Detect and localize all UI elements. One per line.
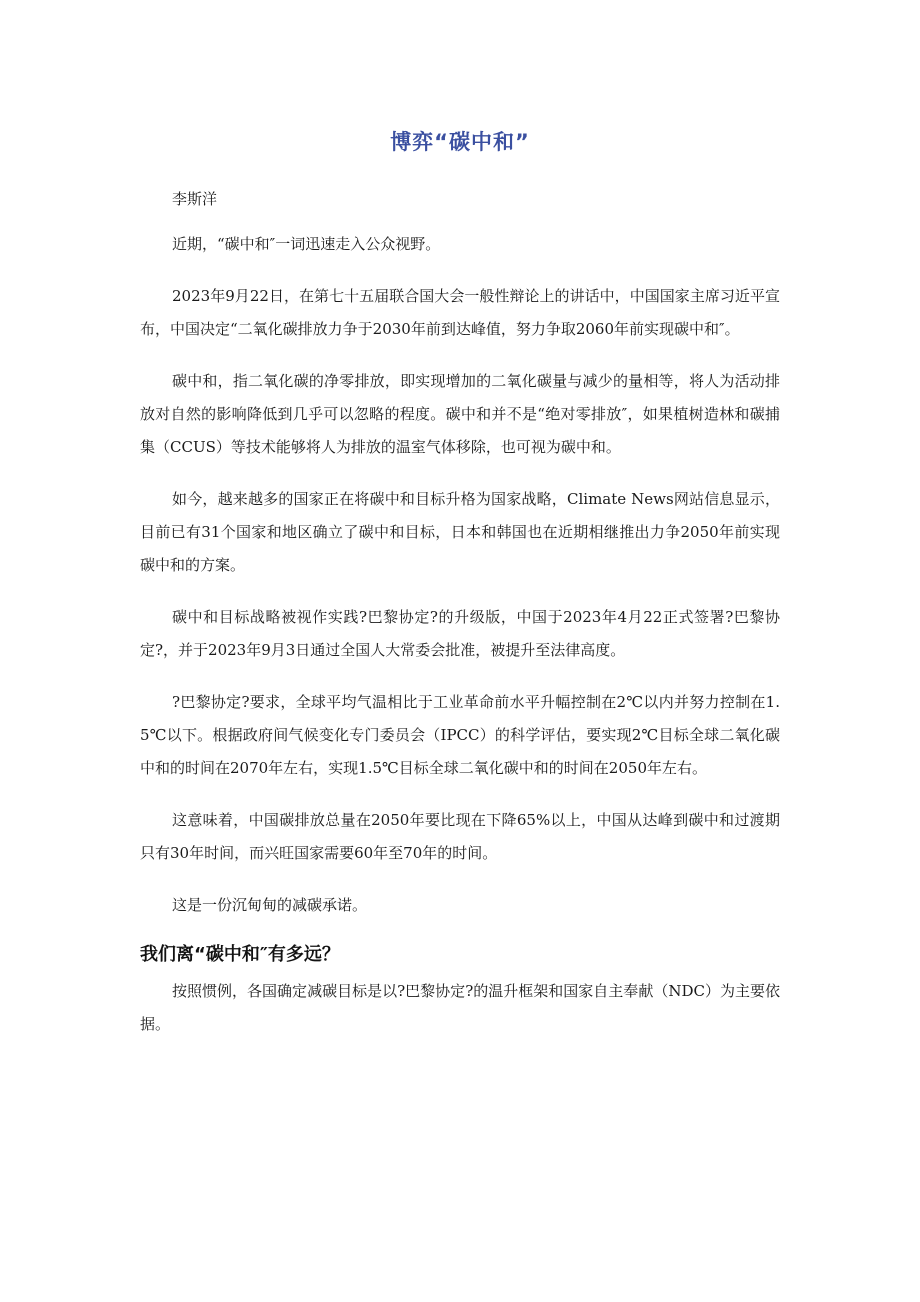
paragraph-4: 如今，越来越多的国家正在将碳中和目标升格为国家战略，Climate News网站信息显示，目前已有31个国家和地区确立了碳中和目标，日本和韩国也在近期相继推出力争2050年前实现碳中和的方案。 xyxy=(140,490,780,574)
paragraph-8: 这是一份沉甸甸的减碳承诺。 xyxy=(172,896,368,914)
document-title: 博弈“碳中和” xyxy=(390,130,530,154)
paragraph-7: 这意味着，中国碳排放总量在2050年要比现在下降65%以上，中国从达峰到碳中和过渡期只有30年时间，而兴旺国家需要60年至70年的时间。 xyxy=(140,811,780,862)
paragraph-5: 碳中和目标战略被视作实践?巴黎协定?的升级版，中国于2023年4月22正式签署?巴黎协定?，并于2023年9月3日通过全国人大常委会批准，被提升至法律高度。 xyxy=(140,608,780,659)
author-name: 李斯洋 xyxy=(172,190,218,208)
paragraph-2: 2023年9月22日，在第七十五届联合国大会一般性辩论上的讲话中，中国国家主席习近平宣布，中国决定“二氧化碳排放力争于2030年前到达峰值，努力争取2060年前实现碳中和″。 xyxy=(140,287,780,338)
paragraph-3: 碳中和，指二氧化碳的净零排放，即实现增加的二氧化碳量与减少的量相等，将人为活动排放对自然的影响降低到几乎可以忽略的程度。碳中和并不是“绝对零排放″，如果植树造林和碳捕集（CCUS）等技术能够将人为排放的温室气体移除，也可视为碳中和。 xyxy=(140,372,780,456)
paragraph-6: ?巴黎协定?要求，全球平均气温相比于工业革命前水平升幅控制在2℃以内并努力控制在1.5℃以下。根据政府间气候变化专门委员会（IPCC）的科学评估，要实现2℃目标全球二氧化碳中和的时间在2070年左右，实现1.5℃目标全球二氧化碳中和的时间在2050年左右。 xyxy=(140,693,780,777)
document-body xyxy=(140,183,780,1060)
section-heading: 我们离“碳中和″有多远？ xyxy=(140,944,340,965)
section-paragraph-1: 按照惯例，各国确定减碳目标是以?巴黎协定?的温升框架和国家自主奉献（NDC）为主要依据。 xyxy=(140,982,780,1033)
paragraph-1: 近期，“碳中和″一词迅速走入公众视野。 xyxy=(172,235,441,253)
